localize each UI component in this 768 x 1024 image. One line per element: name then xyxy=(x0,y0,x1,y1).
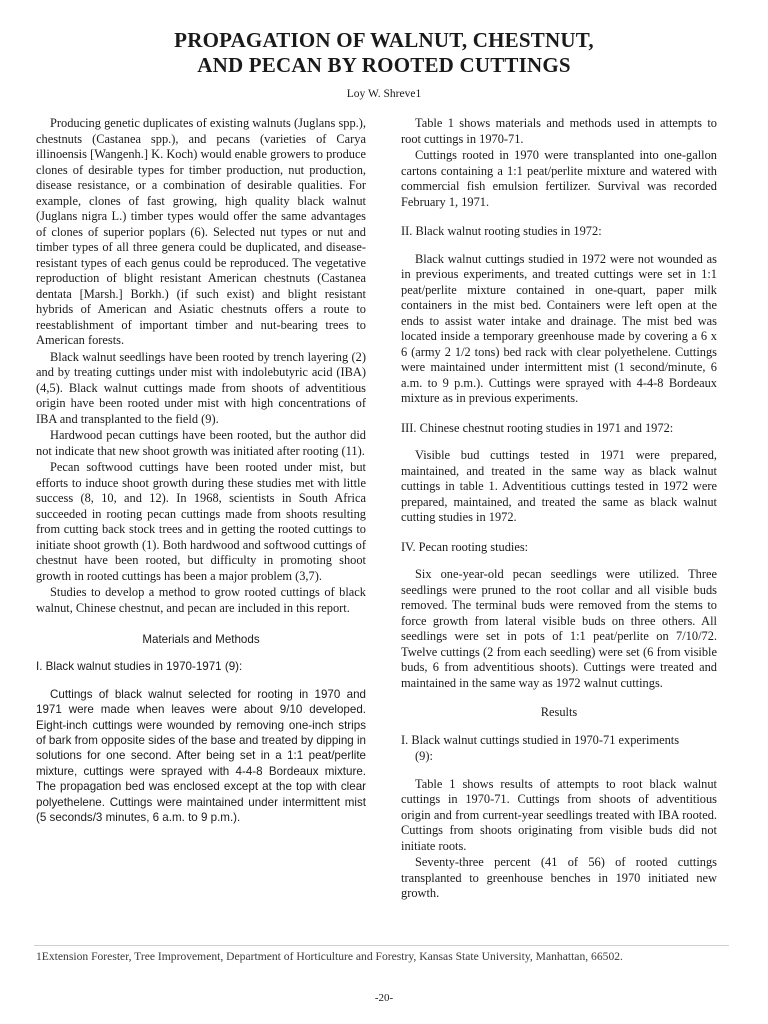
left-column xyxy=(36,116,366,825)
section-1-text: Cuttings of black walnut selected for rooting in 1970 and 1971 were made when leaves were about 9/10 developed. Eight-inch cuttings were wounded by removing one-inch strips of bark from opposite sides of the base and treated by dipping in solutions for one second. After being set in a 1:1 peat/perlite mixture, cuttings were sprayed with 4-4-8 Bordeaux mixture. The propagation bed was enclosed except at the top with clear polyethelene. Cuttings were maintained under intermittent mist (5 seconds/3 minutes, 6 a.m. to 9 p.m.). xyxy=(36,687,366,825)
section-4-heading: IV. Pecan rooting studies: xyxy=(401,539,529,554)
section-2-heading: II. Black walnut rooting studies in 1972: xyxy=(401,224,602,238)
title-line-1: PROPAGATION OF WALNUT, CHESTNUT, xyxy=(174,28,594,52)
results-1-heading: I. Black walnut cuttings studied in 1970-71 experiments xyxy=(401,732,680,747)
materials-methods-heading: Materials and Methods xyxy=(142,633,260,646)
author-name: Loy W. Shreve1 xyxy=(346,88,422,100)
section-4-text: Six one-year-old pecan seedlings were utilized. Three seedlings were pruned to the root collar and all visible buds removed. The terminal buds were removed from the stems to force growth from lateral visible buds on three others. All seedlings were set in pots of 1:1 peat/perlite on 7/10/72. Twelve cuttings (2 from each seedling) were set (6 from visible buds, 6 from adventitious shoots). Cuttings were treated and maintained in the same way as 1972 walnut cuttings. xyxy=(401,567,717,690)
results-1-ref: (9): xyxy=(415,749,433,763)
section-3-text: Visible bud cuttings tested in 1971 were prepared, maintained, and treated in the same way as black walnut cuttings in table 1. Adventitious cuttings tested in 1972 were prepared, maintained, and treated the same as black walnut cutting studies in 1972. xyxy=(401,448,717,524)
intro-paragraph-5: Studies to develop a method to grow rooted cuttings of black walnut, Chinese chestnut, and pecan are included in this report. xyxy=(36,585,366,615)
footnote-divider xyxy=(34,945,729,946)
title-line-2: AND PECAN BY ROOTED CUTTINGS xyxy=(197,53,571,77)
intro-paragraph-2: Black walnut seedlings have been rooted by trench layering (2) and by treating cuttings under mist with indolebutyric acid (IBA) (4,5). Black walnut cuttings made from shoots of adventitious origin have been rooted under mist with high concentrations of IBA and transplanted to the field (9). xyxy=(36,349,366,426)
results-paragraph-2: Seventy-three percent (41 of 56) of rooted cuttings transplanted to greenhouse benches in 1970 initiated new growth. xyxy=(401,855,717,900)
section-3-heading: III. Chinese chestnut rooting studies in 1971 and 1972: xyxy=(401,420,674,435)
footnote: 1Extension Forester, Tree Improvement, Department of Horticulture and Forestry, Kansas State University, Manhattan, 66502. xyxy=(36,950,623,963)
document-title xyxy=(0,28,768,78)
intro-paragraph-3: Hardwood pecan cuttings have been rooted, but the author did not indicate that new shoot growth was initiated after rooting (11). xyxy=(36,428,366,458)
page-number: -20- xyxy=(374,992,394,1004)
intro-paragraph-1: Producing genetic duplicates of existing walnuts (Juglans spp.), chestnuts (Castanea spp.), and pecans (varieties of Carya illinoensis [Wangenh.] K. Koch) would enable growers to produce clones of desirable types for timber production, nut production, disease resistance, or a combination of desirable qualities. For example, clones of fast growing, high quality black walnut (Juglans nigra L.) timber types would offer the same advantages of clones of superior poplars (6). Selected nut types or nut and timber types of all three genera could be duplicated, and disease-resistant types of each genus could be reproduced. The vegetative reproduction of blight resistant American chestnuts (Castanea dentata [Marsh.] Borkh.) (if such exist) and blight resistant hybrids of American and Asiatic chestnuts offers a route to reestablishment of important timber and nut-bearing trees to American forests. xyxy=(36,116,366,347)
right-column xyxy=(401,116,717,902)
intro-paragraph-4: Pecan softwood cuttings have been rooted under mist, but efforts to induce shoot growth during these studies met with little success (8, 10, and 12). In 1968, scientists in South Africa succeeded in rooting pecan cuttings made from shoots resulting from cutting back stock trees and in getting the rooted cuttings to initiate shoot growth (1). Both hardwood and softwood cuttings of chestnut have been rooted, but difficulty in promoting shoot growth in rooted cuttings has been a major problem (3,7). xyxy=(36,460,366,583)
section-1-heading: I. Black walnut studies in 1970-1971 (9): xyxy=(36,660,243,674)
results-paragraph-1: Table 1 shows results of attempts to root black walnut cuttings in 1970-71. Cuttings from shoots of adventitious origin and from current-year seedlings treated with IBA rooted. Cuttings from shoots originating from visible buds did not initiate roots. xyxy=(401,776,717,853)
section-2-text: Black walnut cuttings studied in 1972 were not wounded as in previous experiments, and treated cuttings were set in 1:1 peat/perlite mixture contained in one-quart, paper milk containers in the mist bed. Containers were left open at the ends to assist water intake and drainage. The mist bed was located inside a temporary greenhouse made by covering a 6 x 6 (army 2 1/2 tons) bed rack with clear polyethelene. Cuttings were maintained under intermittent mist (1 second/minute, 6 a.m. to 9 p.m.). Cuttings were sprayed with 4-4-8 Bordeaux mixture as in previous experiments. xyxy=(401,251,717,405)
transplant-paragraph: Cuttings rooted in 1970 were transplanted into one-gallon cartons containing a 1:1 peat/perlite mixture and watered with commercial fish emulsion fertilizer. Survival was recorded February 1, 1971. xyxy=(401,148,717,209)
table-intro-paragraph: Table 1 shows materials and methods used in attempts to root cuttings in 1970-71. xyxy=(401,116,717,146)
results-heading: Results xyxy=(540,705,578,719)
